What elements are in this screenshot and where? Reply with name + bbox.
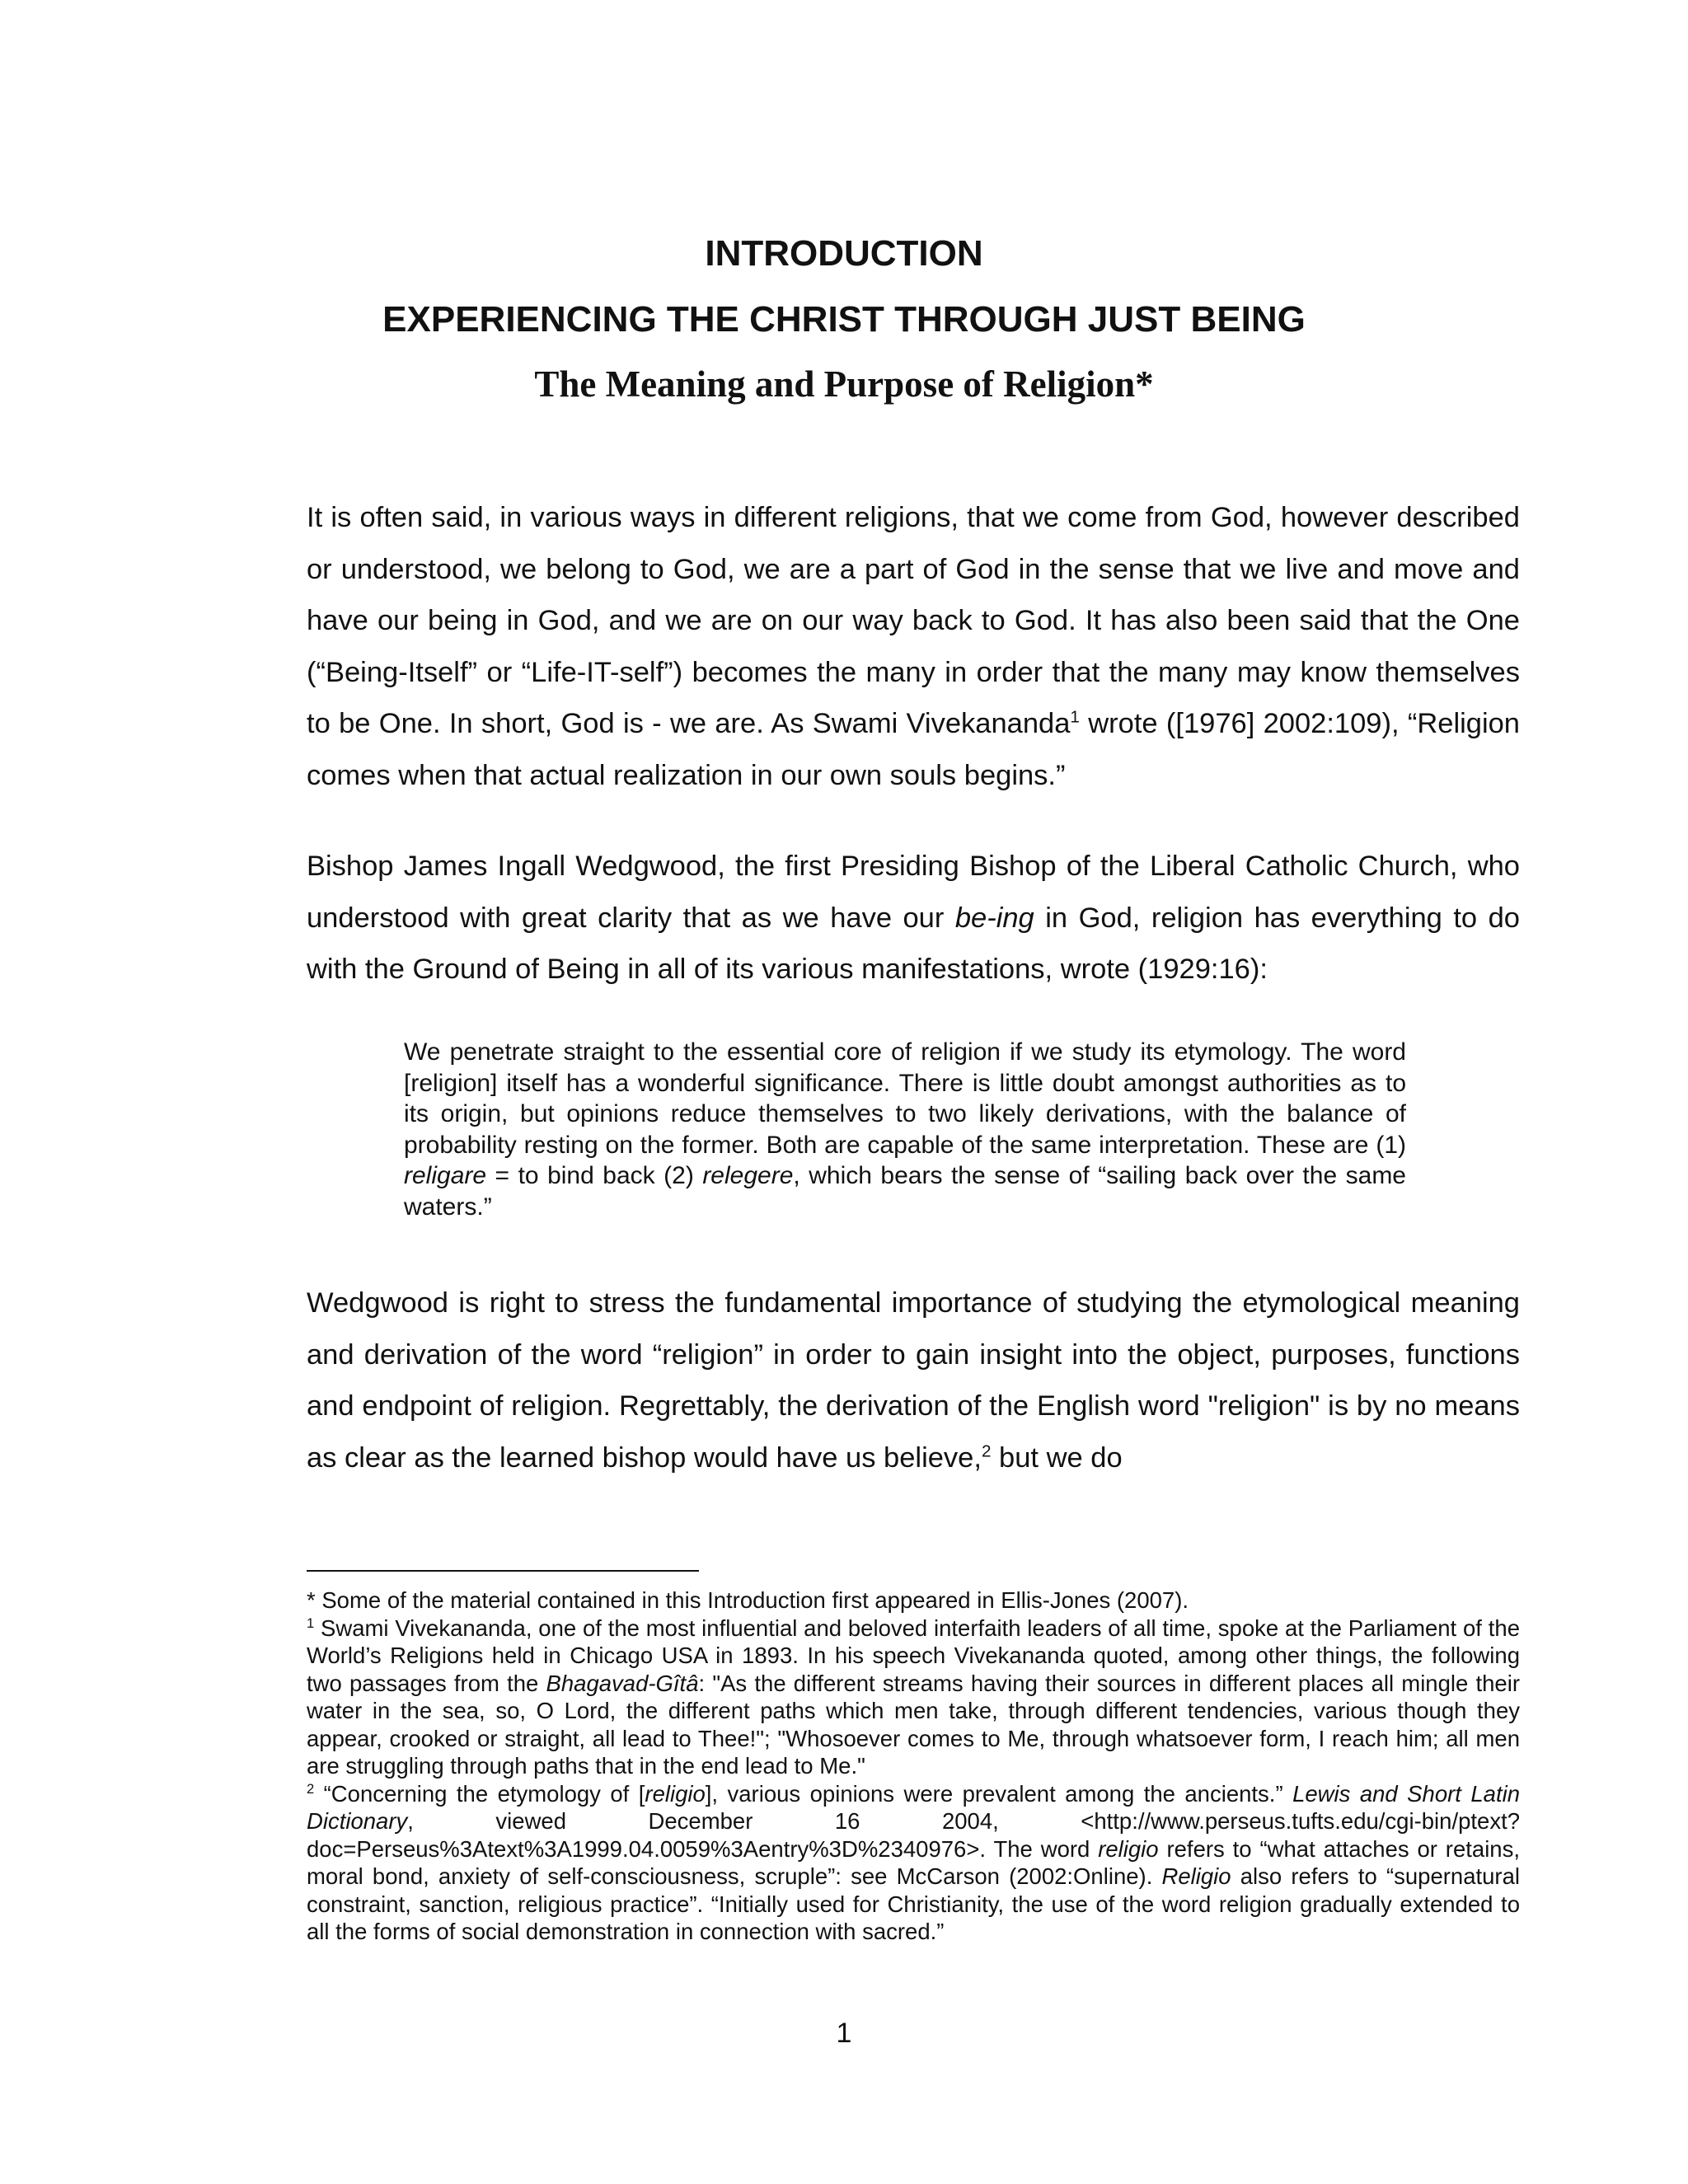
- footnote-2-text-3: , viewed December 16 2004, <http://www.perseus.tufts.edu/cgi-bin/ptext?doc=Perseus%3Atext%3A1999.04.0059%3Aentry%3D%2340976>. The word: [307, 1808, 1520, 1862]
- footnote-2-text-4: refers to “what attaches or retains, moral bond, anxiety of self-consciousness, scruple”: see McCarson (2002:Online).: [307, 1835, 1520, 1889]
- footnote-2-marker: 2: [307, 1781, 315, 1797]
- footnote-2: [307, 1780, 1520, 1946]
- footnote-1-text: Swami Vivekananda, one of the most influential and beloved interfaith leaders of all time, spoke at the Parliament of the World’s Religions held in Chicago USA in 1893. In his speech Vivekananda quoted, among other things, the following two passages from the: [307, 1615, 1520, 1696]
- footnote-2-emphasis-religio-3: Religio: [1161, 1863, 1231, 1889]
- paragraph-1-text-cont: wrote ([1976] 2002:109), “Religion comes when that actual realization in our own souls begins.”: [307, 708, 1520, 791]
- paragraph-3: [307, 1277, 1520, 1483]
- paragraph-1-text: It is often said, in various ways in different religions, that we come from God, however described or understood, we belong to God, we are a part of God in the sense that we live and move and have our being in God, and we are on our way back to God. It has also been said that the One (“Being-Itself” or “Life-IT-self”) becomes the many in order that the many may know themselves to be One. In short, God is - we are. As Swami Vivekananda: [307, 502, 1520, 739]
- page-number: 1: [836, 2018, 852, 2049]
- footnote-divider: [307, 1570, 699, 1572]
- block-quote-text-3: , which bears the sense of “sailing back over the same waters.”: [404, 1162, 1406, 1221]
- footnote-star: * Some of the material contained in this Introduction first appeared in Ellis-Jones (2007).: [307, 1587, 1189, 1613]
- chapter-title: EXPERIENCING THE CHRIST THROUGH JUST BEING: [382, 299, 1306, 340]
- block-quote-emphasis-religare: religare: [404, 1162, 487, 1189]
- footnote-2-text-5: also refers to “supernatural constraint, sanction, religious practice”. “Initially used for Christianity, the use of the word religion gradually extended to all the forms of social demonstration in connection with sacred.”: [307, 1863, 1520, 1944]
- footnote-2-emphasis-religio-2: religio: [1098, 1835, 1159, 1862]
- footnote-2-text: “Concerning the etymology of [: [314, 1780, 645, 1807]
- paragraph-2-text-cont: in God, religion has everything to do with the Ground of Being in all of its various manifestations, wrote (1929:16):: [307, 902, 1520, 985]
- block-quote: [404, 1037, 1406, 1222]
- paragraph-1: [307, 492, 1520, 801]
- block-quote-text: We penetrate straight to the essential core of religion if we study its etymology. The word [religion] itself has a wonderful significance. There is little doubt amongst authorities as to its origin, but opinions reduce themselves to two likely derivations, with the balance of probability resting on the former. Both are capable of the same interpretation. These are (1): [404, 1038, 1406, 1159]
- footnote-ref-1: 1: [1070, 707, 1080, 727]
- chapter-heading: INTRODUCTION: [705, 233, 983, 274]
- paragraph-3-text: Wedgwood is right to stress the fundamental importance of studying the etymological meaning and derivation of the word “religion” in order to gain insight into the object, purposes, functions and endpoint of religion. Regrettably, the derivation of the English word "religion" is by no means as clear as the learned bishop would have us believe,: [307, 1287, 1520, 1474]
- footnote-ref-2: 2: [981, 1441, 992, 1460]
- section-subtitle: The Meaning and Purpose of Religion*: [534, 363, 1154, 405]
- footnotes: [307, 1586, 1520, 1946]
- footnote-1-text-cont: : "As the different streams having their sources in different places all mingle their water in the sea, so, O Lord, the different paths which men take, through different tendencies, various though they appear, crooked or straight, all lead to Thee!"; "Whosoever comes to Me, through whatsoever form, I reach him; all men are struggling through paths that in the end lead to Me.": [307, 1670, 1520, 1779]
- footnote-2-text-2: ], various opinions were prevalent among the ancients.”: [705, 1780, 1293, 1807]
- footnote-2-emphasis-dictionary: Lewis and Short Latin Dictionary: [307, 1780, 1520, 1834]
- paragraph-3-text-cont: but we do: [991, 1441, 1123, 1474]
- footnote-1: [307, 1615, 1520, 1780]
- footnote-2-emphasis-religio: religio: [645, 1780, 706, 1807]
- block-quote-emphasis-relegere: relegere: [702, 1162, 794, 1189]
- footnote-1-emphasis: Bhagavad-Gîtâ: [546, 1670, 699, 1696]
- footnote-1-marker: 1: [307, 1615, 315, 1631]
- paragraph-2-text: Bishop James Ingall Wedgwood, the first Presiding Bishop of the Liberal Catholic Church, who understood with great clarity that as we have our: [307, 851, 1520, 934]
- block-quote-text-2: = to bind back (2): [486, 1162, 703, 1189]
- paragraph-2: [307, 841, 1520, 996]
- paragraph-2-emphasis: be-ing: [954, 902, 1034, 934]
